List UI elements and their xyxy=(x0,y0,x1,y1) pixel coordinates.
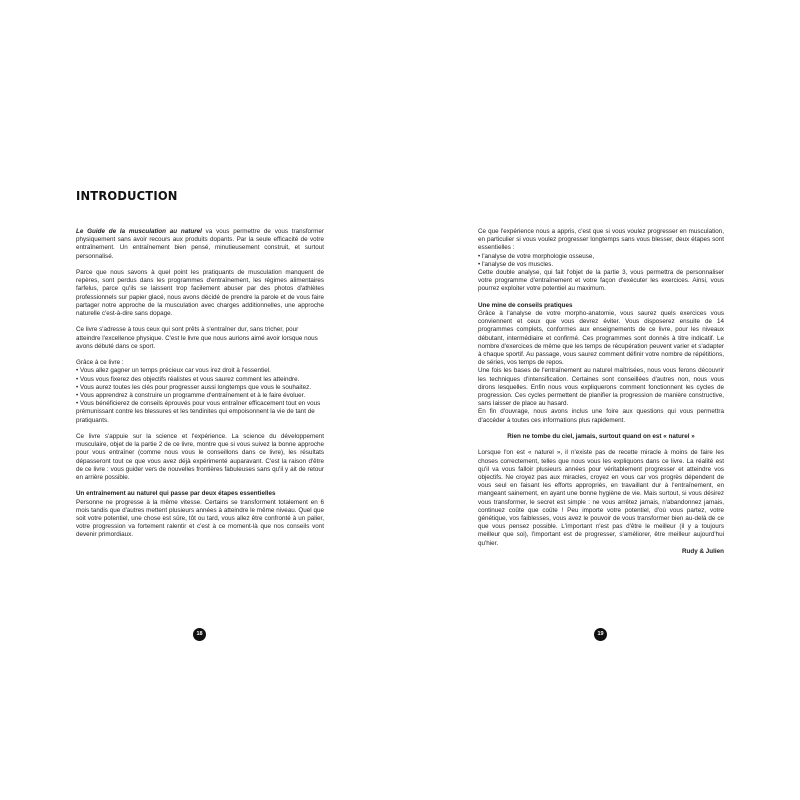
paragraph: Grâce à l'analyse de votre morpho-anatomie, vous saurez quels exercices vous conviennent et ceux que vous devrez éviter. Vous disposerez ensuite de 14 programmes complets, conformes aux enseignements de ce livre, pour les niveaux débutant, intermédiaire et confirmé. Ces programmes sont donnés à titre indicatif. Le nombre d'exercices de même que les temps de récupération peuvent varier et s'adapter à chaque sportif. Au passage, vous saurez comment définir votre nombre de répétitions, de séries, vos temps de repos. xyxy=(478,310,724,367)
book-title: Le Guide de la musculation au naturel xyxy=(76,228,202,235)
chapter-heading: INTRODUCTION xyxy=(76,188,178,204)
list-item: • Vous vous fixerez des objectifs réalistes et vous saurez comment les atteindre. xyxy=(76,375,300,383)
page-number: 19 xyxy=(594,628,607,641)
list-item: • Vous allez gagner un temps précieux car vous irez droit à l'essentiel. xyxy=(76,367,271,375)
paragraph: Cette double analyse, qui fait l'objet de la partie 3, vous permettra de personnaliser votre programme d'entraînement et votre façon d'exécuter les exercices. Ainsi, vous pourrez exploiter votre potentiel au maximum. xyxy=(478,269,724,293)
section-subheading: Une mine de conseils pratiques xyxy=(478,301,573,309)
paragraph: En fin d'ouvrage, nous avons inclus une foire aux questions qui vous permettra d'accéder à toutes ces informations plus rapidement. xyxy=(478,408,724,424)
right-text-column xyxy=(478,228,724,564)
list-item: • Vous apprendrez à construire un programme d'entraînement et à le faire évoluer. xyxy=(76,392,306,400)
section-subheading: Un entraînement au naturel qui passe par deux étapes essentielles xyxy=(76,490,276,498)
paragraph: Personne ne progresse à la même vitesse. Certains se transforment totalement en 6 mois tandis que d'autres mettent plusieurs années à atteindre le même niveau. Quel que soit votre potentiel, une chose est sûre, tôt ou tard, vous allez être confronté à un palier, votre progression va fortement ralentir et c'est à ce moment-là que nos conseils vont devenir primordiaux. xyxy=(76,498,324,539)
paragraph: Parce que nous savons à quel point les pratiquants de musculation manquent de repères, sont perdus dans les programmes d'entraînement, les régimes alimentaires farfelus, parce qu'ils se laissent trop facilement abuser par des photos d'athlètes professionnels sur papier glacé, nous avons décidé de prendre la parole et de vous faire partager notre approche de la musculation avec charges additionnelles, une approche naturelle c'est-à-dire sans dopage. xyxy=(76,269,324,318)
list-intro: Grâce à ce livre : xyxy=(76,359,124,367)
right-page xyxy=(400,0,800,800)
list-item: • l'analyse de vos muscles. xyxy=(478,260,554,268)
paragraph: Ce que l'expérience nous a appris, c'est que si vous voulez progresser en musculation, en particulier si vous voulez progresser longtemps sans vous blesser, deux étapes sont essentielles : xyxy=(478,228,724,252)
paragraph: Ce livre s'appuie sur la science et l'expérience. La science du développement musculaire, objet de la partie 2 de ce livre, montre que si vous suivez la bonne approche pour vous entraîner (comme nous vous le conseillons dans ce livre), les résultats dépasseront tout ce que vous avez déjà expérimenté auparavant. C'est la raison d'être de ce livre : vous guider vers de nouvelles frontières fabuleuses sans qu'il y ait de retour en arrière possible. xyxy=(76,433,324,482)
paragraph: Lorsque l'on est « naturel », il n'existe pas de recette miracle à moins de faire les choses correctement, telles que nous vous les expliquons dans ce livre. La réalité est qu'il va vous falloir plusieurs années pour véritablement progresser et atteindre vos objectifs. Ne croyez pas aux miracles, croyez en vous car vos progrès dépendent de vous seul en faisant les efforts appropriés, en travaillant dur à l'entraînement, en mangeant sainement, en ayant une bonne hygiène de vie. Mais surtout, si vous désirez vous transformer, le secret est simple : ne vous arrêtez jamais, n'abandonnez jamais, continuez coûte que coûte ! Peu importe votre potentiel, d'où vous partez, votre génétique, vos faiblesses, vous avez le pouvoir de vous transformer bien au-delà de ce que vous pensez possible. L'important n'est pas d'être le meilleur (il y a toujours meilleur que soi), l'important est de progresser, s'améliorer, être meilleur aujourd'hui qu'hier. xyxy=(478,449,724,547)
page-number: 18 xyxy=(193,628,206,641)
list-item: • Vous bénéficierez de conseils éprouvés pour vous entraîner efficacement tout en vous prémunissant contre les blessures et les tendinites qui empoisonnent la vie de tant de pratiquants. xyxy=(76,400,321,424)
intro-text: va vous permettre de vous transformer physiquement sans avoir recours aux produits dopants. Par la seule efficacité de votre entraînement. Un entraînement bien pensé, minutieusement construit, et surtout personnalisé. xyxy=(76,228,324,260)
intro-paragraph xyxy=(76,228,324,261)
left-text-column xyxy=(76,228,324,548)
list-item: • l'analyse de votre morphologie osseuse, xyxy=(478,252,595,260)
paragraph: Une fois les bases de l'entraînement au naturel maîtrisées, nous vous ferons découvrir les techniques d'intensification. Certaines sont conseillées d'autres non, nous vous dirons lesquelles. Enfin nous vous expliquerons comment fonctionnent les cycles de progression. Ces cycles permettent de planifier la progression de manière constructive, sans laisser de place au hasard. xyxy=(478,367,724,408)
quote-heading: Rien ne tombe du ciel, jamais, surtout quand on est « naturel » xyxy=(507,433,695,441)
paragraph: Ce livre s'adresse à tous ceux qui sont prêts à s'entraîner dur, sans tricher, pour atteindre l'excellence physique. C'est le livre que nous aurions aimé avoir lorsque nous avons débuté dans ce sport. xyxy=(76,326,318,350)
signature: Rudy & Julien xyxy=(682,547,724,555)
steps-list xyxy=(478,253,724,269)
benefits-list xyxy=(76,359,324,425)
list-item: • Vous aurez toutes les clés pour progresser aussi longtemps que vous le souhaitez. xyxy=(76,383,311,391)
